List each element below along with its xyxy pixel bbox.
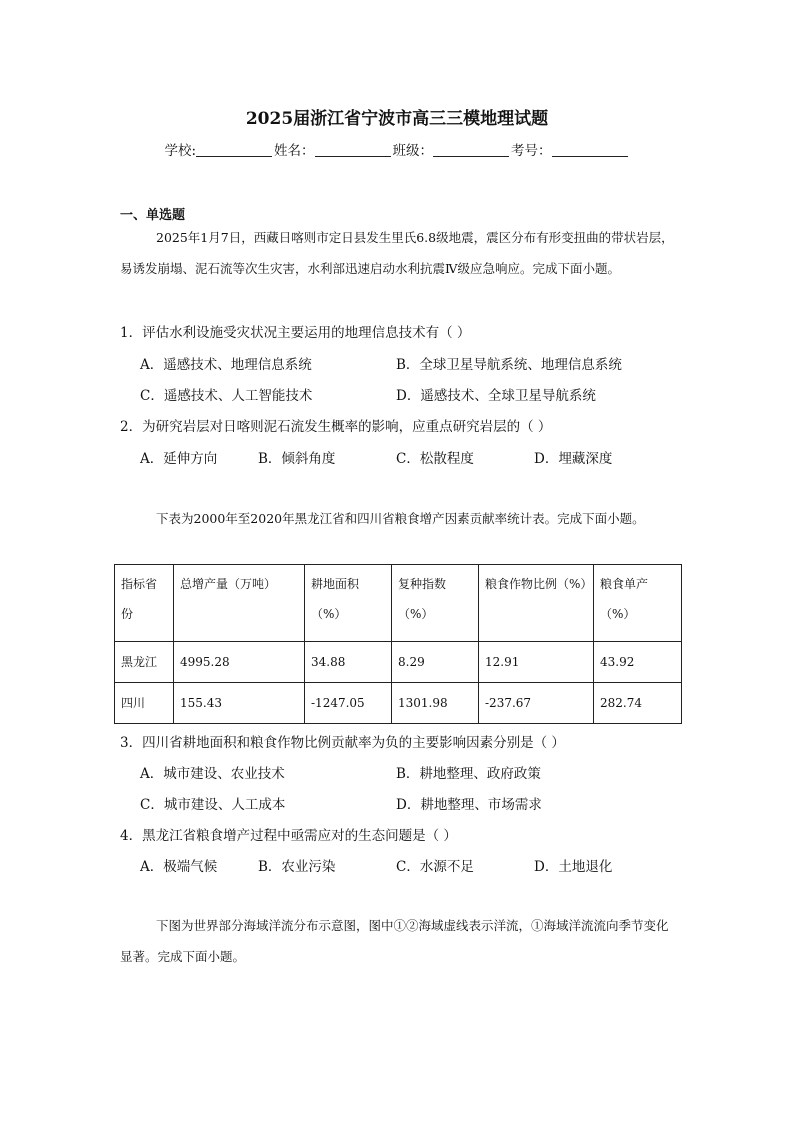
class-blank xyxy=(433,142,509,157)
question-3-option-d: D．耕地整理、市场需求 xyxy=(396,797,542,813)
exam-no-blank xyxy=(552,142,628,157)
question-3-option-a: A．城市建设、农业技术 xyxy=(140,766,285,782)
question-1-stem: 1．评估水利设施受灾状况主要运用的地理信息技术有（ ） xyxy=(120,325,471,341)
question-1-option-b: B．全球卫星导航系统、地理信息系统 xyxy=(396,357,622,373)
question-2-stem: 2．为研究岩层对日喀则泥石流发生概率的影响，应重点研究岩层的（ ） xyxy=(120,419,552,435)
table-header-row xyxy=(115,565,682,642)
page-title: 2025届浙江省宁波市高三三模地理试题 xyxy=(245,109,549,129)
class-label: 班级： xyxy=(392,143,434,159)
table-cell: 4995.28 xyxy=(174,642,305,683)
question-3-option-c: C．城市建设、人工成本 xyxy=(140,797,286,813)
table-header-cell: 粮食作物比例（%） xyxy=(479,565,594,642)
question-2-option-b: B．倾斜角度 xyxy=(258,451,336,467)
question-2-option-d: D．埋藏深度 xyxy=(534,451,613,467)
table-cell: 155.43 xyxy=(174,683,305,724)
table-header-cell: 耕地面积（%） xyxy=(305,565,392,642)
table-cell: 12.91 xyxy=(479,642,594,683)
question-1-option-d: D．遥感技术、全球卫星导航系统 xyxy=(396,388,596,404)
passage-earthquake: 2025年1月7日，西藏日喀则市定日县发生里氏6.8级地震，震区分布有形变扭曲的带状岩层，易诱发崩塌、泥石流等次生灾害，水利部迅速启动水利抗震Ⅳ级应急响应。完成下面小题。 xyxy=(120,230,674,276)
school-label: 学校: xyxy=(164,143,197,159)
table-row xyxy=(115,642,682,683)
school-blank xyxy=(196,142,272,157)
question-1-option-a: A．遥感技术、地理信息系统 xyxy=(140,357,312,373)
student-info-line xyxy=(0,139,794,159)
exam-no-label: 考号： xyxy=(511,143,552,159)
table-cell: 43.92 xyxy=(594,642,682,683)
question-4-option-d: D．土地退化 xyxy=(534,859,613,875)
table-row xyxy=(115,683,682,724)
name-blank xyxy=(315,142,391,157)
question-3-option-b: B．耕地整理、政府政策 xyxy=(396,766,541,782)
table-cell: 黑龙江 xyxy=(115,642,174,683)
question-4-option-c: C．水源不足 xyxy=(396,859,474,875)
passage-ocean-currents: 下图为世界部分海域洋流分布示意图，图中①②海域虚线表示洋流，①海域洋流流向季节变化显著。完成下面小题。 xyxy=(120,918,669,964)
table-header-cell: 指标省份 xyxy=(115,565,174,642)
question-2-option-a: A．延伸方向 xyxy=(140,451,218,467)
table-cell: 8.29 xyxy=(392,642,479,683)
grain-contribution-table xyxy=(114,564,682,724)
table-cell: 282.74 xyxy=(594,683,682,724)
question-4-option-b: B．农业污染 xyxy=(258,859,336,875)
question-3-stem: 3．四川省耕地面积和粮食作物比例贡献率为负的主要影响因素分别是（ ） xyxy=(120,735,565,751)
section-heading: 一、单选题 xyxy=(120,208,186,223)
table-header-cell: 复种指数（%） xyxy=(392,565,479,642)
passage-grain-table-intro: 下表为2000年至2020年黑龙江省和四川省粮食增产因素贡献率统计表。完成下面小题。 xyxy=(156,511,645,526)
table-cell: 1301.98 xyxy=(392,683,479,724)
table-cell: -237.67 xyxy=(479,683,594,724)
question-1-option-c: C．遥感技术、人工智能技术 xyxy=(140,388,313,404)
table-cell: 四川 xyxy=(115,683,174,724)
table-header-cell: 总增产量（万吨） xyxy=(174,565,305,642)
table-cell: 34.88 xyxy=(305,642,392,683)
question-4-option-a: A．极端气候 xyxy=(140,859,218,875)
name-label: 姓名： xyxy=(274,143,315,159)
question-2-option-c: C．松散程度 xyxy=(396,451,474,467)
question-4-stem: 4．黑龙江省粮食增产过程中亟需应对的生态问题是（ ） xyxy=(120,828,457,844)
table-header-cell: 粮食单产（%） xyxy=(594,565,682,642)
table-cell: -1247.05 xyxy=(305,683,392,724)
